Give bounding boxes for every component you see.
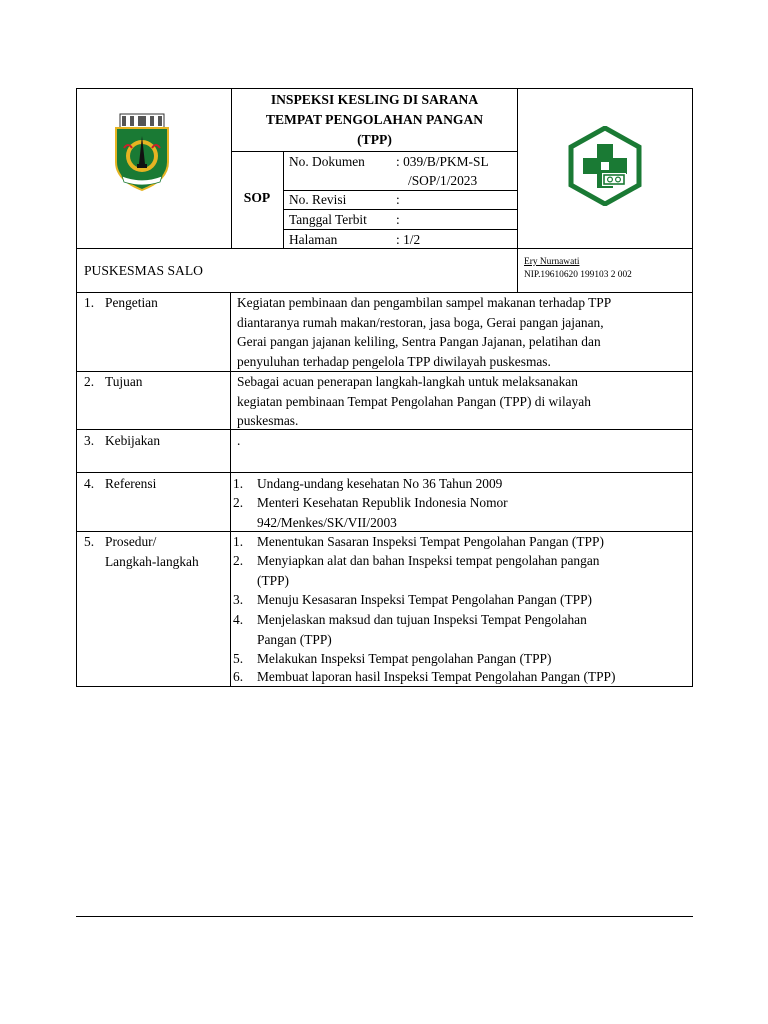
list-number: 4.	[233, 612, 244, 627]
list-number: 3.	[233, 592, 244, 607]
header-column-line	[517, 88, 518, 293]
list-text: Undang-undang kesehatan No 36 Tahun 2009	[257, 476, 503, 491]
meta-label-halaman: Halaman	[289, 232, 338, 247]
section-label-cont: Langkah-langkah	[105, 554, 199, 569]
section-number: 5.	[84, 534, 95, 549]
title-line: INSPEKSI KESLING DI SARANA	[270, 92, 479, 107]
list-item	[233, 551, 688, 591]
list-item	[233, 474, 683, 494]
section-body	[237, 372, 591, 431]
section-label: Tujuan	[105, 374, 143, 389]
title-line: (TPP)	[357, 132, 392, 147]
document-title	[232, 90, 517, 150]
meta-value-no-dokumen: : 039/B/PKM-SL	[396, 154, 489, 169]
meta-label-no-dokumen: No. Dokumen	[289, 154, 365, 169]
list-text: Menjelaskan maksud dan tujuan Inspeksi Tempat Pengolahan	[257, 612, 587, 627]
list-text: Pangan (TPP)	[257, 631, 332, 647]
list-number: 5.	[233, 651, 244, 666]
section-number: 1.	[84, 295, 95, 310]
body-line: penyuluhan terhadap pengelola TPP diwilayah puskesmas.	[237, 353, 551, 369]
signer-name: Ery Nurnawati	[524, 257, 580, 267]
meta-label-tanggal-terbit: Tanggal Terbit	[289, 212, 367, 227]
section-label: Kebijakan	[105, 433, 161, 448]
title-line: TEMPAT PENGOLAHAN PANGAN	[265, 112, 484, 127]
list-item	[233, 610, 688, 650]
meta-value-halaman: : 1/2	[396, 232, 421, 247]
section-label: Referensi	[105, 476, 157, 491]
table-border-top	[76, 88, 693, 89]
list-number: 2.	[233, 495, 244, 510]
list-item	[233, 649, 688, 669]
section-body	[237, 431, 240, 451]
regional-emblem-icon	[110, 112, 174, 192]
table-border-right	[692, 88, 693, 687]
body-line: kegiatan pembinaan Tempat Pengolahan Pangan (TPP) di wilayah	[237, 393, 591, 409]
list-text: Melakukan Inspeksi Tempat pengolahan Pangan (TPP)	[257, 651, 552, 666]
list-number: 1.	[233, 534, 244, 549]
body-column-line	[230, 292, 231, 687]
section-number: 3.	[84, 433, 95, 448]
meta-value-tanggal-terbit: :	[396, 212, 400, 227]
body-line: Sebagai acuan penerapan langkah-langkah untuk melaksanakan	[237, 374, 578, 389]
list-number: 6.	[233, 669, 244, 684]
section-label: Prosedur/	[105, 534, 157, 549]
list-text: Menteri Kesehatan Republik Indonesia Nomor	[257, 495, 508, 510]
list-text: (TPP)	[257, 572, 289, 588]
meta-value-no-revisi: :	[396, 192, 400, 207]
body-line: Gerai pangan jajanan keliling, Sentra Pangan Jajanan, pelatihan dan	[237, 334, 601, 350]
footer-divider	[76, 916, 693, 917]
list-number: 2.	[233, 553, 244, 568]
section-divider	[76, 472, 693, 473]
section-number: 4.	[84, 476, 95, 491]
list-text: Menentukan Sasaran Inspeksi Tempat Pengolahan Pangan (TPP)	[257, 534, 604, 549]
body-line: diantaranya rumah makan/restoran, jasa boga, Gerai pangan jajanan,	[237, 314, 604, 330]
org-name: PUSKESMAS SALO	[84, 263, 203, 278]
meta-label-no-revisi: No. Revisi	[289, 192, 347, 207]
list-item	[233, 493, 683, 533]
puskesmas-cross-icon	[565, 126, 645, 206]
body-line: puskesmas.	[237, 413, 299, 429]
sop-label: SOP	[243, 190, 271, 205]
section-label: Pengetian	[105, 295, 158, 310]
meta-value-no-dokumen-cont: /SOP/1/2023	[408, 173, 478, 188]
section-body	[237, 293, 611, 371]
list-text: Menyiapkan alat dan bahan Inspeksi tempat pengolahan pangan	[257, 553, 600, 568]
list-text: Membuat laporan hasil Inspeksi Tempat Pengolahan Pangan (TPP)	[257, 669, 616, 684]
list-text: 942/Menkes/SK/VII/2003	[257, 514, 397, 530]
table-border-left	[76, 88, 77, 687]
list-item	[233, 532, 688, 552]
list-item	[233, 590, 688, 610]
body-line: Kegiatan pembinaan dan pengambilan sampel makanan terhadap TPP	[237, 295, 612, 310]
list-text: Menuju Kesasaran Inspeksi Tempat Pengolahan Pangan (TPP)	[257, 592, 593, 607]
sop-column-line	[283, 151, 284, 249]
signer-nip: NIP.19610620 199103 2 002	[524, 270, 632, 280]
header-bottom-border	[76, 248, 693, 249]
section-number: 2.	[84, 374, 95, 389]
list-number: 1.	[233, 476, 244, 491]
list-item	[233, 667, 688, 687]
body-line: .	[237, 433, 241, 448]
